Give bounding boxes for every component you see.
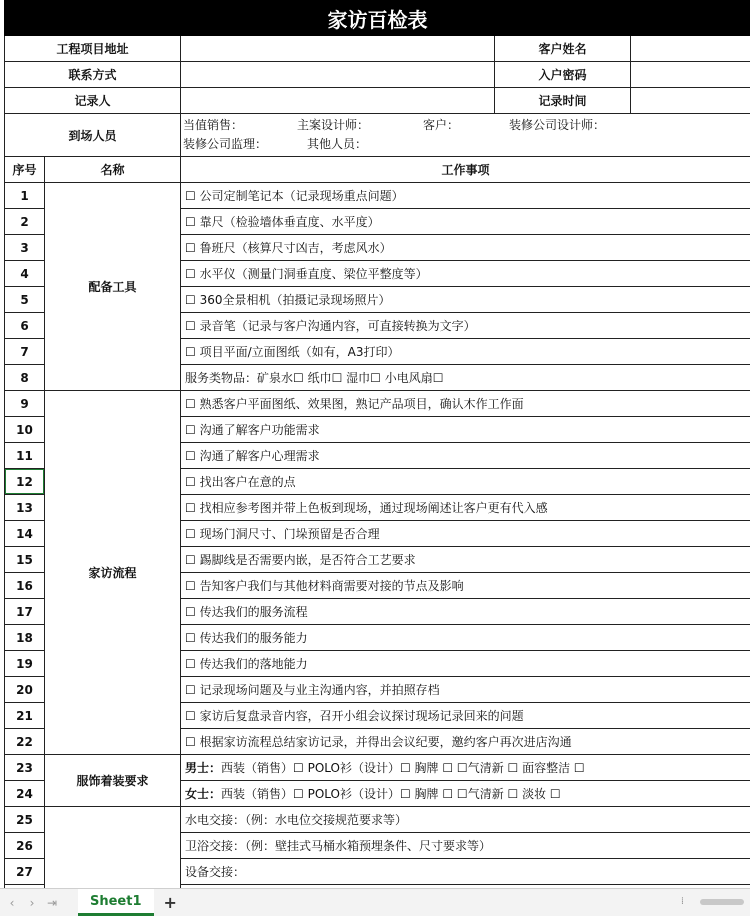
row-number[interactable]: 8	[5, 365, 45, 391]
add-sheet-button[interactable]: +	[164, 893, 177, 912]
table-row	[5, 183, 750, 209]
task-cell[interactable]: ☐ 告知客户我们与其他材料商需要对接的节点及影响	[181, 573, 750, 599]
task-cell[interactable]: ☐ 传达我们的落地能力	[181, 651, 750, 677]
door-code-label: 入户密码	[495, 62, 631, 88]
last-sheet-icon[interactable]: ⇥	[44, 896, 60, 910]
row-number[interactable]: 12	[5, 469, 45, 495]
task-cell[interactable]: ☐ 现场门洞尺寸、门垛预留是否合理	[181, 521, 750, 547]
attendee-customer: 客户：	[423, 116, 509, 135]
attendee-supervisor: 装修公司监理：	[183, 135, 307, 154]
row-number[interactable]: 6	[5, 313, 45, 339]
task-cell[interactable]	[181, 781, 750, 807]
row-number[interactable]: 23	[5, 755, 45, 781]
row-number[interactable]: 1	[5, 183, 45, 209]
task-cell[interactable]: ☐ 记录现场问题及与业主沟通内容，并拍照存档	[181, 677, 750, 703]
record-time-cell[interactable]	[631, 88, 750, 114]
row-number[interactable]: 4	[5, 261, 45, 287]
header-task: 工作事项	[181, 157, 750, 183]
project-address-label: 工程项目地址	[5, 36, 181, 62]
attendee-sales: 当值销售：	[183, 116, 297, 135]
task-cell[interactable]: 卫浴交接：（例：壁挂式马桶水箱预埋条件、尺寸要求等）	[181, 833, 750, 859]
task-cell[interactable]	[181, 755, 750, 781]
recorder-cell[interactable]	[181, 88, 495, 114]
header-no: 序号	[5, 157, 45, 183]
checklist-rows	[5, 183, 750, 889]
row-number[interactable]: 18	[5, 625, 45, 651]
attendees-label: 到场人员	[5, 114, 181, 157]
sheet-tab-bar	[0, 888, 750, 916]
dress-items: 西装（销售）☐ POLO衫（设计）☐ 胸牌 ☐ ☐气清新 ☐ 淡妆 ☐	[221, 787, 561, 801]
dress-prefix: 男士：	[185, 761, 221, 775]
task-cell[interactable]: 设备交接：	[181, 859, 750, 885]
task-cell[interactable]: ☐ 找出客户在意的点	[181, 469, 750, 495]
attendees-line-2	[183, 135, 748, 154]
task-cell[interactable]: 水电交接：（例：水电位交接规范要求等）	[181, 807, 750, 833]
dress-items: 西装（销售）☐ POLO衫（设计）☐ 胸牌 ☐ ☐气清新 ☐ 面容整洁 ☐	[221, 761, 585, 775]
task-cell[interactable]: ☐ 录音笔（记录与客户沟通内容，可直接转换为文字）	[181, 313, 750, 339]
row-number[interactable]: 17	[5, 599, 45, 625]
row-number[interactable]: 22	[5, 729, 45, 755]
task-cell[interactable]: ☐ 沟通了解客户功能需求	[181, 417, 750, 443]
table-row	[5, 807, 750, 833]
row-number[interactable]: 2	[5, 209, 45, 235]
task-cell[interactable]: ☐ 熟悉客户平面图纸、效果图，熟记产品项目，确认木作工作面	[181, 391, 750, 417]
row-number[interactable]: 14	[5, 521, 45, 547]
row-number[interactable]: 27	[5, 859, 45, 885]
record-time-label: 记录时间	[495, 88, 631, 114]
horizontal-scrollbar[interactable]	[700, 899, 744, 905]
attendee-company-designer: 装修公司设计师：	[509, 116, 605, 135]
task-cell[interactable]: ☐ 家访后复盘录音内容，召开小组会议探讨现场记录回来的问题	[181, 703, 750, 729]
section-tools[interactable]: 配备工具	[45, 183, 181, 391]
attendee-others: 其他人员：	[307, 135, 367, 154]
row-number[interactable]: 11	[5, 443, 45, 469]
task-cell[interactable]: ☐ 靠尺（检验墙体垂直度、水平度）	[181, 209, 750, 235]
task-cell[interactable]: ☐ 传达我们的服务流程	[181, 599, 750, 625]
sheet-tab[interactable]: Sheet1	[78, 889, 154, 916]
door-code-cell[interactable]	[631, 62, 750, 88]
scroll-divider-icon[interactable]: ⁞	[681, 896, 684, 907]
first-sheet-icon[interactable]: ‹	[4, 896, 20, 910]
table-row	[5, 391, 750, 417]
row-number[interactable]: 5	[5, 287, 45, 313]
row-number[interactable]: 20	[5, 677, 45, 703]
next-sheet-icon[interactable]: ›	[24, 896, 40, 910]
task-cell[interactable]: ☐ 鲁班尺（核算尺寸凶吉，考虑风水）	[181, 235, 750, 261]
task-cell[interactable]: ☐ 水平仪（测量门洞垂直度、梁位平整度等）	[181, 261, 750, 287]
row-number[interactable]: 15	[5, 547, 45, 573]
section-process[interactable]: 家访流程	[45, 391, 181, 755]
attendees-cell[interactable]	[181, 114, 750, 157]
row-number[interactable]: 24	[5, 781, 45, 807]
task-cell[interactable]: 服务类物品：矿泉水☐ 纸巾☐ 湿巾☐ 小电风扇☐	[181, 365, 750, 391]
task-cell[interactable]: ☐ 传达我们的服务能力	[181, 625, 750, 651]
task-cell[interactable]: ☐ 360全景相机（拍摄记录现场照片）	[181, 287, 750, 313]
section-blank[interactable]	[45, 807, 181, 889]
row-number[interactable]: 26	[5, 833, 45, 859]
header-name: 名称	[45, 157, 181, 183]
task-cell[interactable]: ☐ 沟通了解客户心理需求	[181, 443, 750, 469]
row-number[interactable]: 21	[5, 703, 45, 729]
contact-label: 联系方式	[5, 62, 181, 88]
section-dress[interactable]: 服饰着装要求	[45, 755, 181, 807]
row-number[interactable]: 10	[5, 417, 45, 443]
sheet-title[interactable]: 家访百检表	[5, 1, 750, 36]
row-number[interactable]: 25	[5, 807, 45, 833]
attendee-designer: 主案设计师：	[297, 116, 423, 135]
row-number[interactable]: 13	[5, 495, 45, 521]
contact-cell[interactable]	[181, 62, 495, 88]
task-cell[interactable]: ☐ 根据家访流程总结家访记录，并得出会议纪要，邀约客户再次进店沟通	[181, 729, 750, 755]
row-number[interactable]: 16	[5, 573, 45, 599]
row-number[interactable]: 3	[5, 235, 45, 261]
recorder-label: 记录人	[5, 88, 181, 114]
task-cell[interactable]: ☐ 项目平面/立面图纸（如有，A3打印）	[181, 339, 750, 365]
task-cell[interactable]: ☐ 找相应参考图并带上色板到现场，通过现场阐述让客户更有代入感	[181, 495, 750, 521]
table-row	[5, 755, 750, 781]
row-number[interactable]: 9	[5, 391, 45, 417]
dress-prefix: 女士：	[185, 787, 221, 801]
checklist-table	[4, 0, 750, 888]
task-cell[interactable]: ☐ 踢脚线是否需要内嵌，是否符合工艺要求	[181, 547, 750, 573]
customer-name-cell[interactable]	[631, 36, 750, 62]
task-cell[interactable]: ☐ 公司定制笔记本（记录现场重点问题）	[181, 183, 750, 209]
row-number[interactable]: 19	[5, 651, 45, 677]
row-number[interactable]: 7	[5, 339, 45, 365]
attendees-line-1	[183, 116, 748, 135]
project-address-cell[interactable]	[181, 36, 495, 62]
customer-name-label: 客户姓名	[495, 36, 631, 62]
